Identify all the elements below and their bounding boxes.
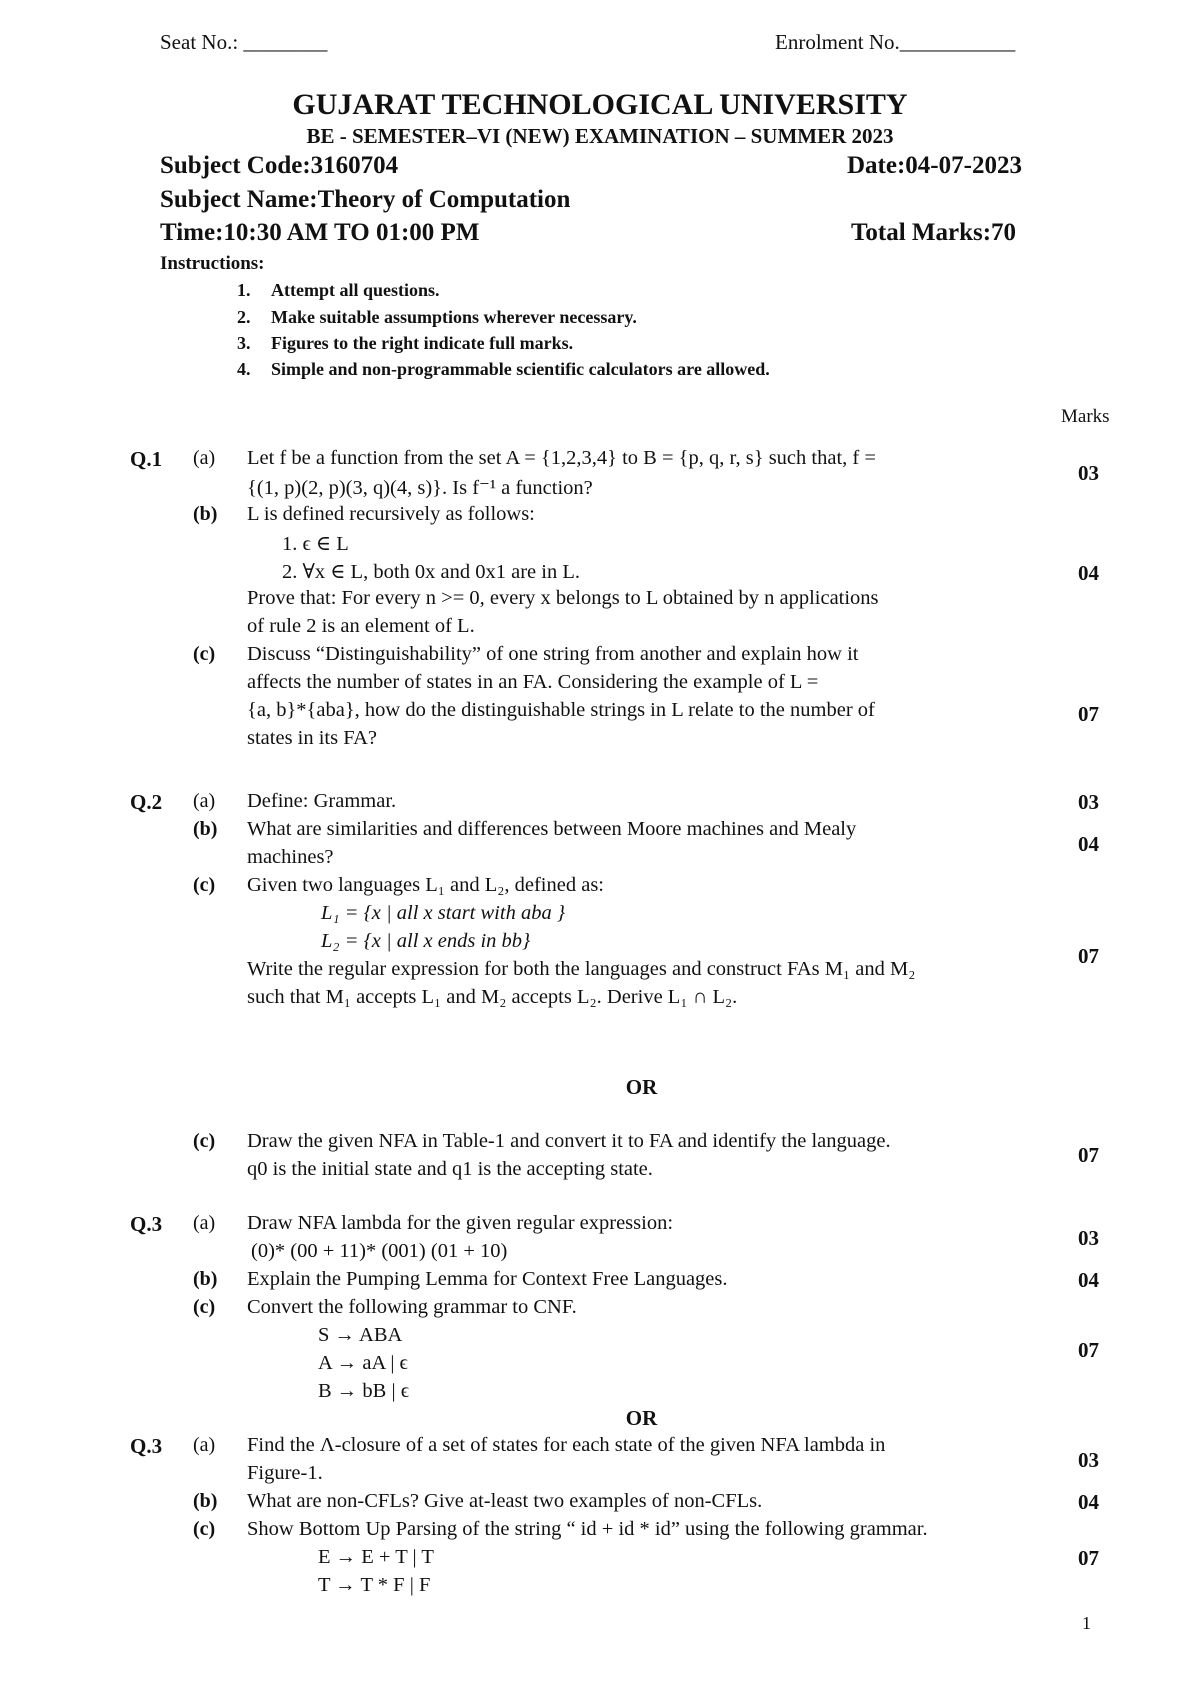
part-label: (b)	[193, 1490, 218, 1512]
or-separator: OR	[625, 1075, 658, 1099]
language-definition: L₂ = {x | all x ends in bb}	[321, 930, 531, 952]
marks-value: 07	[1078, 944, 1099, 968]
or-separator: OR	[625, 1406, 658, 1430]
grammar-rule: E → E + T | T	[318, 1546, 434, 1568]
language-definition: L₁ = {x | all x start with aba }	[321, 902, 566, 924]
question-text: Draw the given NFA in Table-1 and convert it to FA and identify the language.	[247, 1130, 891, 1152]
part-label: (b)	[193, 503, 218, 525]
marks-value: 07	[1078, 702, 1099, 726]
question-text: Convert the following grammar to CNF.	[247, 1296, 577, 1318]
question-text: L is defined recursively as follows:	[247, 503, 535, 525]
marks-value: 03	[1078, 461, 1099, 485]
question-text: Discuss “Distinguishability” of one string from another and explain how it	[247, 643, 859, 665]
question-text: Draw NFA lambda for the given regular expression:	[247, 1212, 674, 1234]
page-number: 1	[1082, 1613, 1091, 1633]
marks-value: 03	[1078, 1448, 1099, 1472]
enrolment-no: Enrolment No.___________	[775, 30, 1016, 54]
subject-name: Subject Name:Theory of Computation	[160, 186, 571, 213]
marks-value: 07	[1078, 1143, 1099, 1167]
part-label: (a)	[193, 790, 216, 812]
question-text: of rule 2 is an element of L.	[247, 615, 475, 637]
grammar-rule: B → bB | ϵ	[318, 1380, 409, 1402]
question-text: {a, b}*{aba}, how do the distinguishable strings in L relate to the number of	[247, 699, 875, 721]
subject-code: Subject Code:3160704	[160, 152, 399, 179]
part-label: (a)	[193, 1212, 216, 1234]
part-label: (c)	[193, 643, 216, 665]
question-text: machines?	[247, 846, 334, 868]
marks-value: 03	[1078, 1226, 1099, 1250]
part-label: (c)	[193, 874, 216, 896]
part-label: (a)	[193, 447, 216, 469]
marks-value: 04	[1078, 1490, 1099, 1514]
marks-value: 07	[1078, 1338, 1099, 1362]
question-text: Show Bottom Up Parsing of the string “ id + id * id” using the following grammar.	[247, 1518, 928, 1540]
marks-value: 04	[1078, 1268, 1099, 1292]
question-text: What are similarities and differences between Moore machines and Mealy	[247, 818, 857, 840]
part-label: (a)	[193, 1434, 216, 1456]
question-text: Figure-1.	[247, 1462, 323, 1484]
question-text: Given two languages L₁ and L₂, defined as:	[247, 874, 604, 896]
question-text: states in its FA?	[247, 727, 378, 749]
exam-time: Time:10:30 AM TO 01:00 PM	[160, 219, 480, 246]
seat-no: Seat No.: ________	[160, 30, 328, 54]
part-label: (c)	[193, 1518, 216, 1540]
question-text: Let f be a function from the set A = {1,2,3,4} to B = {p, q, r, s} such that, f =	[247, 447, 876, 469]
question-label: Q.2	[130, 790, 163, 814]
total-marks: Total Marks:70	[851, 219, 1017, 246]
question-text: affects the number of states in an FA. Considering the example of L =	[247, 671, 819, 693]
instructions-heading: Instructions:	[160, 253, 265, 274]
marks-heading: Marks	[1061, 406, 1110, 427]
marks-value: 04	[1078, 832, 1099, 856]
question-text: such that M₁ accepts L₁ and M₂ accepts L₂. Derive L₁ ∩ L₂.	[247, 986, 738, 1008]
exam-date: Date:04-07-2023	[847, 152, 1022, 179]
instruction-item: 3. Figures to the right indicate full marks.	[237, 333, 574, 353]
marks-value: 07	[1078, 1546, 1099, 1570]
question-label: Q.3	[130, 1434, 163, 1458]
part-label: (b)	[193, 1268, 218, 1290]
question-label: Q.1	[130, 447, 163, 471]
question-text: What are non-CFLs? Give at-least two examples of non-CFLs.	[247, 1490, 763, 1512]
grammar-rule: A → aA | ϵ	[318, 1352, 408, 1374]
part-label: (c)	[193, 1130, 216, 1152]
instruction-item: 2. Make suitable assumptions wherever necessary.	[237, 307, 637, 327]
grammar-rule: S → ABA	[318, 1324, 403, 1346]
question-text: Define: Grammar.	[247, 790, 397, 812]
question-text: {(1, p)(2, p)(3, q)(4, s)}. Is f⁻¹ a function?	[247, 477, 593, 499]
part-label: (c)	[193, 1296, 216, 1318]
marks-value: 04	[1078, 561, 1099, 585]
question-text: 1. ϵ ∈ L	[282, 533, 349, 555]
instruction-item: 4. Simple and non-programmable scientific calculators are allowed.	[237, 359, 770, 379]
part-label: (b)	[193, 818, 218, 840]
university-name: GUJARAT TECHNOLOGICAL UNIVERSITY	[292, 88, 908, 121]
grammar-rule: T → T * F | F	[318, 1574, 431, 1596]
question-text: Explain the Pumping Lemma for Context Free Languages.	[247, 1268, 728, 1290]
exam-title: BE - SEMESTER–VI (NEW) EXAMINATION – SUMMER 2023	[306, 124, 894, 148]
question-text: Write the regular expression for both the languages and construct FAs M₁ and M₂	[247, 958, 916, 980]
question-text: q0 is the initial state and q1 is the accepting state.	[247, 1158, 653, 1180]
question-text: Prove that: For every n >= 0, every x belongs to L obtained by n applications	[247, 587, 879, 609]
regular-expression: (0)* (00 + 11)* (001) (01 + 10)	[251, 1240, 508, 1262]
instruction-item: 1. Attempt all questions.	[237, 280, 440, 300]
question-text: 2. ∀x ∈ L, both 0x and 0x1 are in L.	[282, 561, 580, 583]
question-text: Find the Λ-closure of a set of states for each state of the given NFA lambda in	[247, 1434, 886, 1456]
marks-value: 03	[1078, 790, 1099, 814]
question-label: Q.3	[130, 1212, 163, 1236]
